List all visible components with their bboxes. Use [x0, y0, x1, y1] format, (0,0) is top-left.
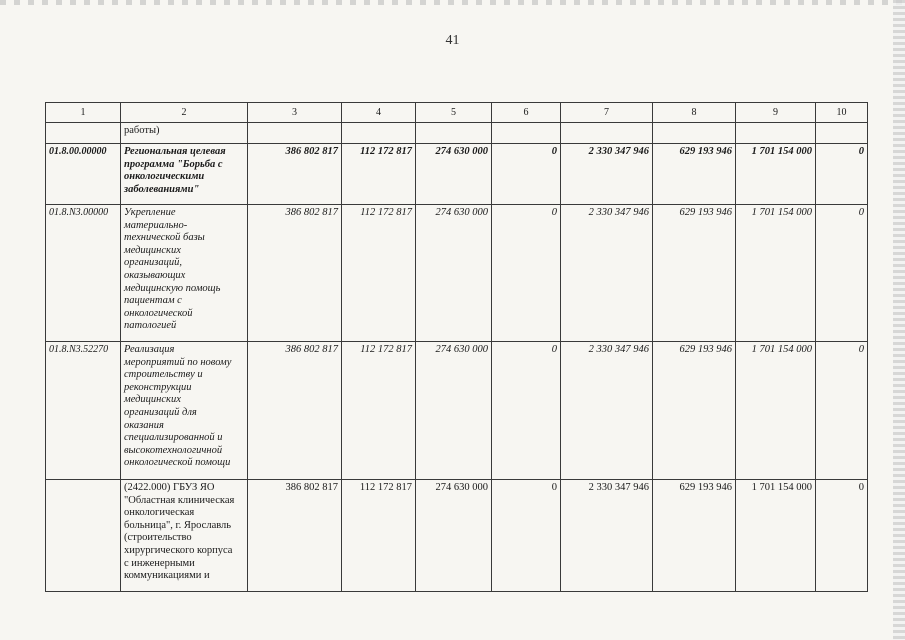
- col-header: 4: [342, 103, 416, 123]
- value-cell: 0: [816, 342, 868, 480]
- col-header: 3: [248, 103, 342, 123]
- page-number: 41: [445, 33, 460, 48]
- table-row: [46, 144, 868, 205]
- col-header: 9: [736, 103, 816, 123]
- value-cell: 2 330 347 946: [561, 205, 653, 342]
- table-cell: [416, 123, 492, 144]
- value-cell: 274 630 000: [416, 480, 492, 592]
- value-cell: 0: [816, 480, 868, 592]
- value-cell: 2 330 347 946: [561, 480, 653, 592]
- table-row: [46, 205, 868, 342]
- col-header: 1: [46, 103, 121, 123]
- table-cell: [492, 123, 561, 144]
- col-header: 7: [561, 103, 653, 123]
- value-cell: 386 802 817: [248, 205, 342, 342]
- table-cell: [816, 123, 868, 144]
- value-cell: 0: [816, 205, 868, 342]
- value-cell: 386 802 817: [248, 144, 342, 205]
- table-cell: [561, 123, 653, 144]
- col-header: 2: [121, 103, 248, 123]
- value-cell: 112 172 817: [342, 144, 416, 205]
- value-cell: 2 330 347 946: [561, 144, 653, 205]
- scan-edge-right: [893, 0, 905, 640]
- row-code: 01.8.00.00000: [46, 144, 121, 205]
- header-row: [46, 103, 868, 123]
- value-cell: 2 330 347 946: [561, 342, 653, 480]
- row-code: [46, 480, 121, 592]
- value-cell: 629 193 946: [653, 342, 736, 480]
- value-cell: 274 630 000: [416, 205, 492, 342]
- table-cell: [653, 123, 736, 144]
- value-cell: 1 701 154 000: [736, 342, 816, 480]
- table-cell: [736, 123, 816, 144]
- table-cell: [248, 123, 342, 144]
- scan-edge-top: [0, 0, 905, 5]
- value-cell: 386 802 817: [248, 342, 342, 480]
- row-name: Реализация мероприятий по новому строительству и реконструкции медицинских организаций для оказания специализированной и высокотехнологичной онкологической помощи: [121, 342, 248, 480]
- value-cell: 112 172 817: [342, 205, 416, 342]
- budget-table: [45, 102, 868, 592]
- value-cell: 274 630 000: [416, 144, 492, 205]
- value-cell: 112 172 817: [342, 480, 416, 592]
- value-cell: 0: [492, 480, 561, 592]
- col-header: 10: [816, 103, 868, 123]
- value-cell: 629 193 946: [653, 205, 736, 342]
- value-cell: 1 701 154 000: [736, 205, 816, 342]
- table-cell: [342, 123, 416, 144]
- value-cell: 629 193 946: [653, 480, 736, 592]
- table-cell: [46, 123, 121, 144]
- value-cell: 274 630 000: [416, 342, 492, 480]
- value-cell: 0: [492, 144, 561, 205]
- value-cell: 386 802 817: [248, 480, 342, 592]
- col-header: 6: [492, 103, 561, 123]
- row-name: Региональная целевая программа "Борьба с онкологическими заболеваниями": [121, 144, 248, 205]
- col-header: 8: [653, 103, 736, 123]
- value-cell: 0: [492, 342, 561, 480]
- table-row: [46, 480, 868, 592]
- continuation-row: [46, 123, 868, 144]
- row-code: 01.8.N3.00000: [46, 205, 121, 342]
- row-code: 01.8.N3.52270: [46, 342, 121, 480]
- value-cell: 0: [816, 144, 868, 205]
- value-cell: 1 701 154 000: [736, 144, 816, 205]
- value-cell: 0: [492, 205, 561, 342]
- row-name: Укрепление материально- технической базы медицинских организаций, оказывающих медицинскую помощь пациентам с онкологической патологией: [121, 205, 248, 342]
- table-row: [46, 342, 868, 480]
- table-cell: работы): [121, 123, 248, 144]
- value-cell: 1 701 154 000: [736, 480, 816, 592]
- value-cell: 112 172 817: [342, 342, 416, 480]
- col-header: 5: [416, 103, 492, 123]
- row-name: (2422.000) ГБУЗ ЯО "Областная клиническая онкологическая больница", г. Ярославль (строительство хирургического корпуса с инженерными коммуникациями и: [121, 480, 248, 592]
- value-cell: 629 193 946: [653, 144, 736, 205]
